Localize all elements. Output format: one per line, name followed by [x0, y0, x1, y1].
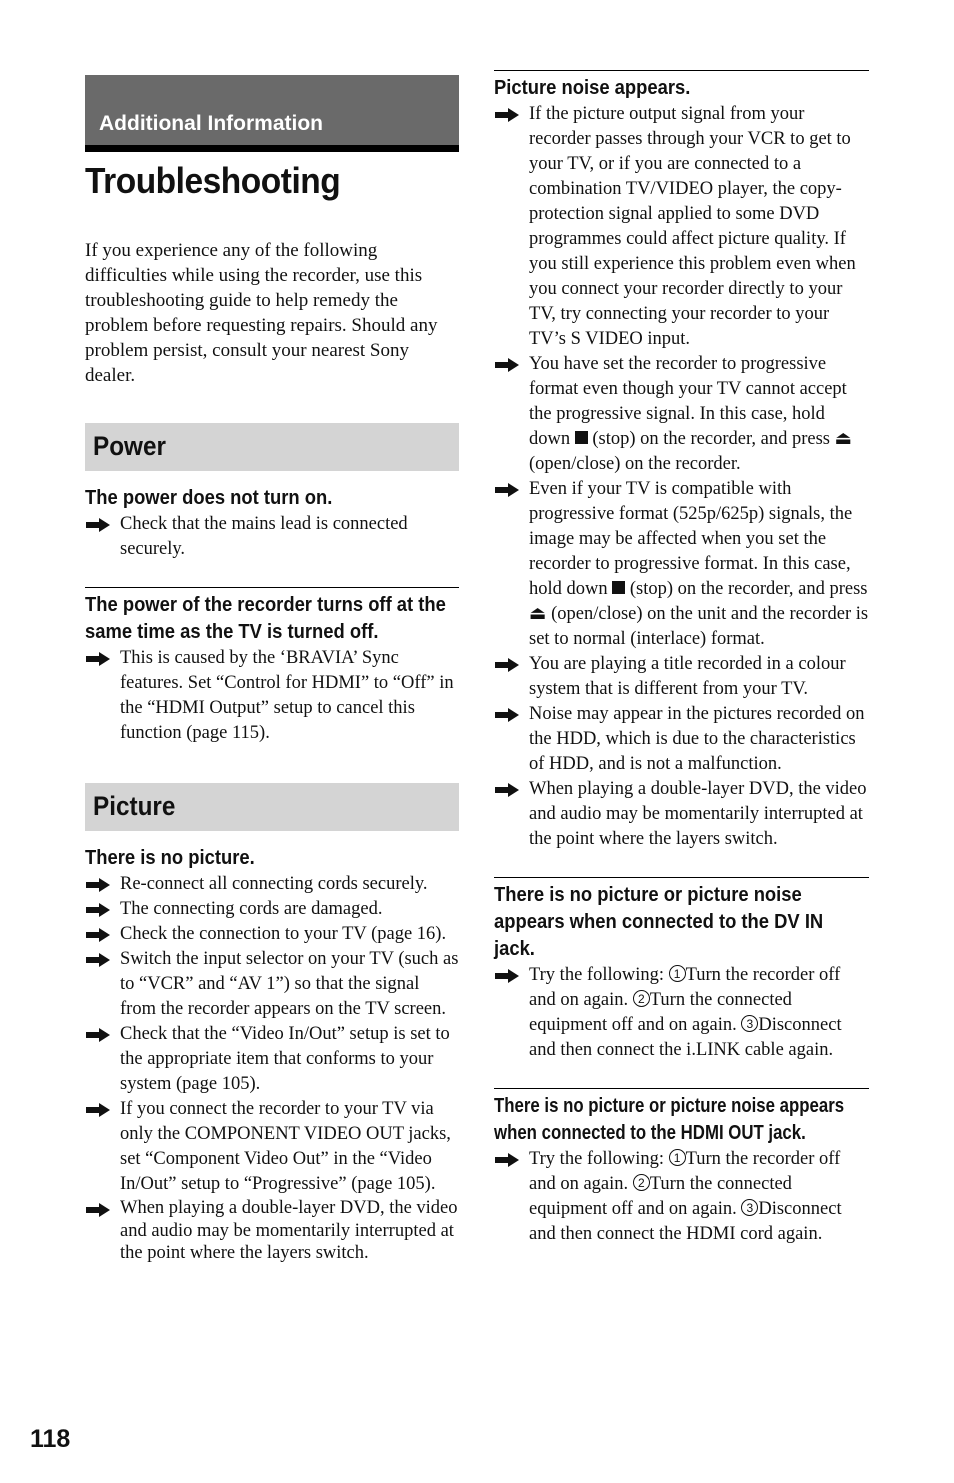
arrow-icon: [85, 1027, 111, 1043]
arrow-icon: [494, 707, 520, 723]
arrow-icon: [85, 877, 111, 893]
step-3-icon: 3: [741, 1199, 758, 1216]
question-title: Picture noise appears.: [494, 77, 691, 99]
answer-list: [494, 1147, 869, 1247]
power-heading-label: Power: [93, 431, 166, 461]
list-item: Re-connect all connecting cords securely.: [85, 872, 459, 897]
hdmi-question: [494, 1088, 869, 1247]
arrow-icon: [85, 902, 111, 918]
answer-list: [85, 512, 459, 562]
arrow-icon: [85, 927, 111, 943]
list-item: This is caused by the ‘BRAVIA’ Sync features. Set “Control for HDMI” to “Off” in the “HDMI Output” setup to cancel this function (page 115).: [85, 646, 459, 746]
stop-icon: [612, 581, 625, 594]
arrow-icon: [85, 1102, 111, 1118]
step-2-icon: 2: [633, 1174, 650, 1191]
answer-list: [85, 872, 459, 1265]
list-item: If the picture output signal from your recorder passes through your VCR to get to your TV, or if you are connected to a combination TV/VIDEO player, the copy-protection signal applied to some DVD programmes could affect picture quality. If you still experience this problem even when you connect your recorder directly to your TV, try connecting your recorder to your TV’s S VIDEO input.: [494, 102, 869, 352]
list-item: Try the following: 1 Turn the recorder off and on again. 2 Turn the connected equipment off and on again. 3 Disconnect and then connect the i.LINK cable again.: [494, 963, 869, 1063]
list-item: Check that the mains lead is connected securely.: [85, 512, 459, 562]
list-item: You are playing a title recorded in a colour system that is different from your TV.: [494, 652, 869, 702]
power-q2: [85, 587, 459, 746]
step-1-icon: 1: [669, 965, 686, 982]
power-section-heading: [85, 423, 459, 471]
list-item: Check the connection to your TV (page 16).: [85, 922, 459, 947]
list-item: Switch the input selector on your TV (such as to “VCR” and “AV 1”) so that the signal from the recorder appears on the TV screen.: [85, 947, 459, 1022]
question-title: The power does not turn on.: [85, 487, 333, 509]
list-item: Noise may appear in the pictures recorded on the HDD, which is due to the characteristics of HDD, and is not a malfunction.: [494, 702, 869, 777]
arrow-icon: [494, 657, 520, 673]
eject-icon: ⏏: [529, 604, 547, 624]
arrow-icon: [85, 651, 111, 667]
list-item: Even if your TV is compatible with progressive format (525p/625p) signals, the image may be affected when you set the recorder to progressive format. In this case, hold down (stop) on the recorder, and press ⏏ (open/close) on the unit and the recorder is set to normal (interlace) format.: [494, 477, 869, 652]
list-item: You have set the recorder to progressive format even though your TV cannot accept the progressive signal. In this case, hold down (stop) on the recorder, and press ⏏ (open/close) on the recorder.: [494, 352, 869, 477]
power-q1: [85, 485, 459, 562]
arrow-icon: [85, 517, 111, 533]
step-2-icon: 2: [633, 990, 650, 1007]
arrow-icon: [85, 952, 111, 968]
arrow-icon: [494, 107, 520, 123]
noise-question: [494, 70, 869, 852]
list-item: Try the following: 1 Turn the recorder off and on again. 2 Turn the connected equipment off and on again. 3 Disconnect and then connect the HDMI cord again.: [494, 1147, 869, 1247]
picture-section-heading: [85, 783, 459, 831]
banner-label: Additional Information: [99, 112, 323, 135]
question-title: There is no picture or picture noise appears when connected to the DV IN jack.: [494, 884, 824, 960]
question-title: There is no picture or picture noise appears when connected to the HDMI OUT jack.: [494, 1095, 845, 1144]
list-item: The connecting cords are damaged.: [85, 897, 459, 922]
eject-icon: ⏏: [834, 429, 853, 449]
section-banner: [85, 75, 459, 152]
step-3-icon: 3: [741, 1015, 758, 1032]
page-title: Troubleshooting: [85, 160, 341, 201]
question-title: The power of the recorder turns off at the same time as the TV is turned off.: [85, 594, 446, 643]
question-title: There is no picture.: [85, 847, 255, 869]
arrow-icon: [494, 357, 520, 373]
list-item: If you connect the recorder to your TV via only the COMPONENT VIDEO OUT jacks, set “Component Video Out” in the “Video In/Out” setup to “Progressive” (page 105).: [85, 1097, 459, 1197]
arrow-icon: [85, 1202, 111, 1218]
left-column: [85, 70, 459, 1265]
answer-list: [85, 646, 459, 746]
arrow-icon: [494, 782, 520, 798]
answer-list: [494, 102, 869, 852]
arrow-icon: [494, 1152, 520, 1168]
step-1-icon: 1: [669, 1149, 686, 1166]
list-item: When playing a double-layer DVD, the video and audio may be momentarily interrupted at the point where the layers switch.: [494, 777, 869, 852]
right-column: [494, 70, 869, 1247]
dv-question: [494, 877, 869, 1063]
answer-list: [494, 963, 869, 1063]
page-number: 118: [30, 1425, 71, 1453]
arrow-icon: [494, 482, 520, 498]
list-item: When playing a double-layer DVD, the video and audio may be momentarily interrupted at the point where the layers switch.: [85, 1197, 459, 1265]
arrow-icon: [494, 968, 520, 984]
picture-heading-label: Picture: [93, 791, 176, 821]
picture-q1: [85, 845, 459, 1265]
list-item: Check that the “Video In/Out” setup is set to the appropriate item that conforms to your system (page 105).: [85, 1022, 459, 1097]
intro-paragraph: If you experience any of the following difficulties while using the recorder, use this troubleshooting guide to help remedy the problem before requesting repairs. Should any problem persist, consult your nearest Sony dealer.: [85, 240, 438, 386]
stop-icon: [575, 431, 588, 444]
